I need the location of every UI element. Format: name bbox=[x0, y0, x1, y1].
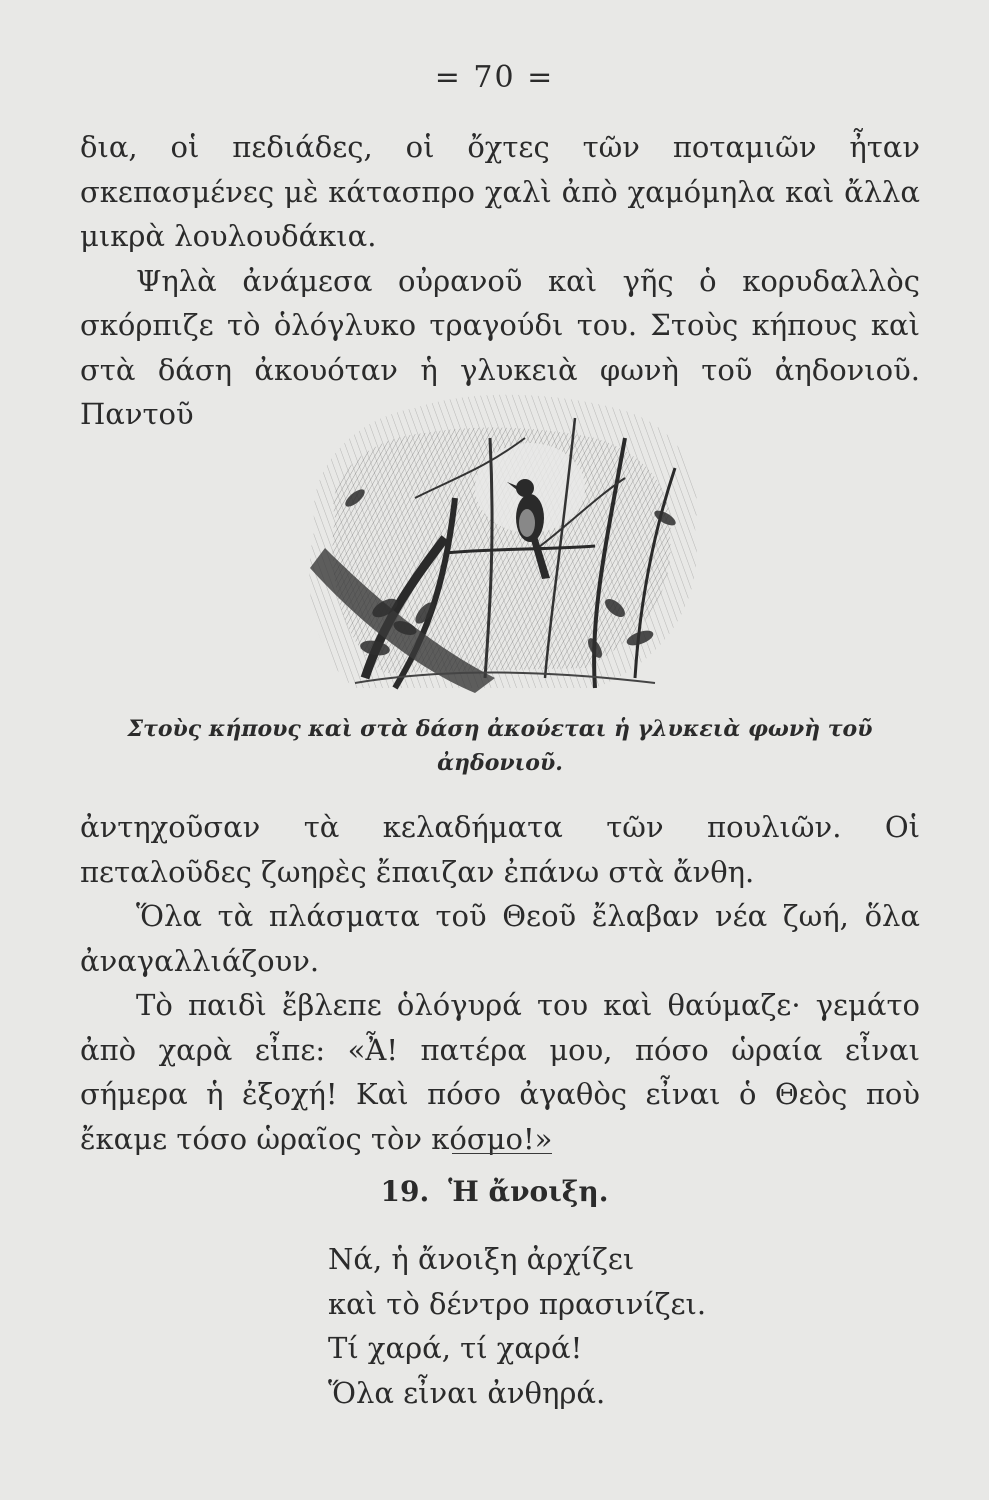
paragraph: δια, οἱ πεδιάδες, οἱ ὄχτες τῶν ποταμιῶν ἦταν σκεπασμένες μὲ κάτασπρο χαλὶ ἀπὸ χαμόμηλα καὶ ἄλλα μικρὰ λουλουδάκια. bbox=[80, 130, 920, 253]
poem-line: Τί χαρά, τί χαρά! bbox=[328, 1331, 583, 1365]
text-block-middle bbox=[80, 805, 920, 1161]
section-heading bbox=[0, 1175, 989, 1208]
bird-in-forest-illustration bbox=[295, 378, 715, 698]
section-divider bbox=[452, 1153, 552, 1154]
section-number: 19. bbox=[380, 1175, 430, 1208]
illustration-caption: Στοὺς κήπους καὶ στὰ δάση ἀκούεται ἡ γλυκειὰ φωνὴ τοῦ ἀηδονιοῦ. bbox=[127, 716, 873, 776]
paragraph: Τὸ παιδὶ ἔβλεπε ὁλόγυρά του καὶ θαύμαζε· γεμάτο ἀπὸ χαρὰ εἶπε: «Ἆ! πατέρα μου, πόσο ὡραία εἶναι σήμερα ἡ ἐξοχή! Καὶ πόσο ἀγαθὸς εἶναι ὁ Θεὸς ποὺ ἔκαμε τόσο ὡραῖος τὸν κόσμο!» bbox=[80, 988, 920, 1156]
engraving-icon bbox=[295, 378, 715, 698]
paragraph: Ψηλὰ ἀνάμεσα οὐρανοῦ καὶ γῆς ὁ κορυδαλλὸς σκόρπιζε τὸ ὁλόγλυκο τραγούδι του. Στοὺς κήπους καὶ στὰ δάση ἀκουόταν ἡ γλυκειὰ φωνὴ τοῦ ἀηδονιοῦ. Παντοῦ bbox=[80, 263, 920, 431]
poem-line: Νά, ἡ ἄνοιξη ἀρχίζει bbox=[328, 1242, 635, 1276]
section-title: Ἡ ἄνοιξη. bbox=[448, 1175, 609, 1208]
poem-line: καὶ τὸ δέντρο πρασινίζει. bbox=[328, 1286, 707, 1321]
page-number: = 70 = bbox=[434, 60, 555, 95]
paragraph: Ὅλα τὰ πλάσματα τοῦ Θεοῦ ἔλαβαν νέα ζωή, ὅλα ἀναγαλλιάζουν. bbox=[80, 899, 920, 978]
paragraph: ἀντηχοῦσαν τὰ κελαδήματα τῶν πουλιῶν. Οἱ πεταλοῦδες ζωηρὲς ἔπαιζαν ἐπάνω στὰ ἄνθη. bbox=[80, 810, 920, 889]
poem bbox=[328, 1237, 706, 1415]
poem-line: Ὅλα εἶναι ἀνθηρά. bbox=[328, 1375, 606, 1410]
